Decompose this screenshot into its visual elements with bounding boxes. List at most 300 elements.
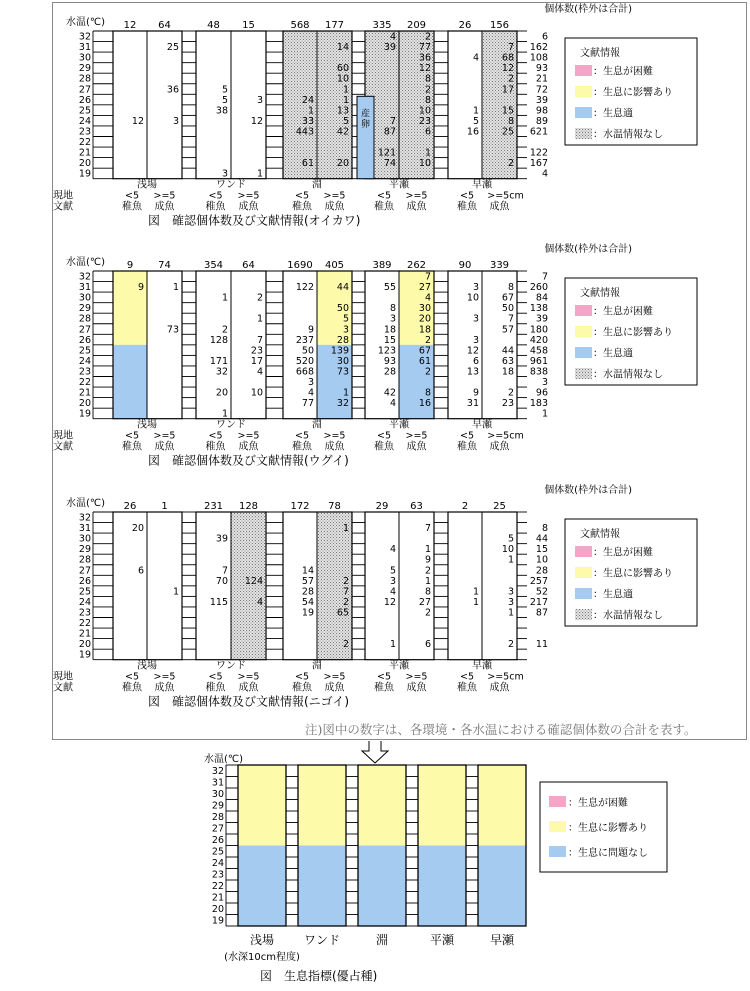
cell-value: 443 <box>295 126 314 138</box>
row-total: 15 <box>535 544 548 556</box>
size-label: >=5 <box>323 190 346 202</box>
size-label: <5 <box>376 190 392 202</box>
cell-value: 14 <box>336 42 349 54</box>
temp-tick: 24 <box>78 355 91 367</box>
cell-value: 123 <box>377 345 396 357</box>
row-label-bunken: 文献 <box>53 441 73 453</box>
cell-value: 67 <box>418 345 431 357</box>
cell-value: 42 <box>383 387 396 399</box>
habitat-label: 平瀬 <box>429 933 455 947</box>
row-total: 6 <box>541 31 548 43</box>
column-total: 90 <box>458 260 472 271</box>
zone-suitable <box>113 345 147 419</box>
habitat-label: 浅場 <box>137 179 157 191</box>
cell-value: 4 <box>389 31 396 43</box>
cell-value: 520 <box>295 355 314 367</box>
cell-value: 7 <box>424 523 431 535</box>
temp-tick: 19 <box>211 915 224 927</box>
zone-affected <box>358 765 406 846</box>
row-total: 621 <box>529 126 548 138</box>
habitat-label: 淵 <box>375 933 389 947</box>
size-label: <5 <box>376 430 392 442</box>
size-label: >=5cm <box>487 190 524 202</box>
cell-value: 28 <box>383 366 396 378</box>
row-total: 28 <box>535 565 548 577</box>
row-total: 4 <box>541 168 548 180</box>
legend-label: ：水温情報なし <box>593 129 663 141</box>
row-total: 7 <box>541 271 548 283</box>
row-total: 52 <box>535 586 548 598</box>
class-label: 稚魚 <box>205 441 226 453</box>
cell-value: 77 <box>301 398 314 410</box>
size-label: >=5cm <box>487 430 524 442</box>
row-total: 84 <box>535 292 548 304</box>
temp-tick: 26 <box>78 575 91 587</box>
cell-value: 2 <box>221 324 228 336</box>
class-label: 成魚 <box>406 441 427 453</box>
summary-subnote: (水深10cm程度) <box>224 952 300 963</box>
column-total: 26 <box>458 20 472 31</box>
temp-tick: 26 <box>78 334 91 346</box>
cell-value: 93 <box>383 355 396 367</box>
class-label: 稚魚 <box>457 682 477 694</box>
cell-value: 3 <box>342 324 349 336</box>
legend-swatch <box>575 546 592 557</box>
temp-tick: 20 <box>78 639 91 651</box>
size-label: <5 <box>294 671 310 683</box>
cell-value: 55 <box>383 282 396 294</box>
cell-value: 1 <box>172 586 179 598</box>
class-label: 稚魚 <box>122 441 142 453</box>
cell-value: 12 <box>383 596 396 608</box>
cell-value: 4 <box>256 366 263 378</box>
row-label-bunken: 文献 <box>53 201 73 213</box>
species-chart-1 <box>53 2 697 228</box>
cell-value: 33 <box>301 115 314 127</box>
cell-value: 25 <box>166 42 179 54</box>
cell-value: 18 <box>418 324 431 336</box>
temp-tick: 29 <box>211 800 224 812</box>
column-total: 335 <box>372 20 392 31</box>
cell-value: 3 <box>389 313 396 325</box>
cell-value: 15 <box>383 334 396 346</box>
zone-affected <box>238 765 286 846</box>
cell-value: 20 <box>215 387 228 399</box>
size-label: >=5 <box>153 430 176 442</box>
cell-value: 6 <box>424 126 431 138</box>
row-total: 72 <box>535 84 548 96</box>
cell-value: 68 <box>501 52 514 64</box>
class-label: 成魚 <box>154 201 175 213</box>
legend-label: ：生息に影響あり <box>593 87 673 99</box>
size-label: <5 <box>208 430 223 442</box>
class-label: 成魚 <box>238 201 259 213</box>
column-total: 354 <box>203 260 224 271</box>
temp-tick: 31 <box>78 523 91 535</box>
cell-value: 18 <box>383 324 396 336</box>
legend-swatch <box>549 821 566 832</box>
cell-value: 2 <box>342 596 349 608</box>
cell-value: 61 <box>418 355 431 367</box>
class-label: 稚魚 <box>292 201 312 213</box>
cell-value: 8 <box>507 115 514 127</box>
cell-value: 30 <box>418 303 431 315</box>
row-label-genchi: 現地 <box>53 430 73 442</box>
temp-tick: 25 <box>78 105 91 117</box>
row-label-bunken: 文献 <box>53 682 73 694</box>
legend-swatch <box>575 128 592 139</box>
cell-value: 1 <box>172 282 179 294</box>
cell-value: 27 <box>418 596 431 608</box>
cell-value: 3 <box>472 313 479 325</box>
cell-value: 2 <box>424 334 431 346</box>
cell-value: 5 <box>342 115 349 127</box>
temp-tick: 32 <box>211 766 224 777</box>
row-total: 96 <box>535 387 548 399</box>
cell-value: 10 <box>418 105 431 117</box>
temp-axis-label: 水温(℃) <box>66 257 106 268</box>
cell-value: 70 <box>215 575 228 587</box>
cell-value: 7 <box>507 42 514 54</box>
cell-value: 24 <box>301 94 314 106</box>
temp-tick: 21 <box>211 892 224 904</box>
cell-value: 4 <box>389 398 396 410</box>
cell-value: 1 <box>256 313 263 325</box>
legend-label: ：水温情報なし <box>593 369 663 381</box>
habitat-label: 浅場 <box>137 660 157 672</box>
temp-tick: 29 <box>78 544 91 556</box>
cell-value: 67 <box>501 292 514 304</box>
cell-value: 7 <box>342 586 349 598</box>
legend-label: ：生息適 <box>593 348 633 360</box>
cell-value: 4 <box>472 52 479 64</box>
cell-value: 7 <box>256 334 263 346</box>
cell-value: 7 <box>424 271 431 283</box>
temp-tick: 29 <box>78 303 91 315</box>
column-total: 262 <box>406 260 427 271</box>
size-label: >=5 <box>237 190 260 202</box>
zone-affected <box>418 765 466 846</box>
size-label: >=5 <box>323 671 346 683</box>
cell-value: 4 <box>389 586 396 598</box>
zone-suitable <box>478 846 526 927</box>
legend-label: ：生息適 <box>593 589 633 601</box>
column-total: 128 <box>238 501 259 512</box>
cell-value: 2 <box>424 31 431 43</box>
cell-value: 7 <box>507 313 514 325</box>
cell-value: 128 <box>209 334 228 346</box>
row-total: 260 <box>529 282 548 294</box>
legend-label: ：生息に影響あり <box>593 568 673 580</box>
cell-value: 36 <box>418 52 431 64</box>
size-label: >=5 <box>405 671 428 683</box>
cell-value: 121 <box>377 147 396 159</box>
cell-value: 2 <box>256 292 263 304</box>
habitat-label: 淵 <box>312 179 322 191</box>
spawning-char: 産 <box>360 109 371 120</box>
legend-label: ：生息が困難 <box>568 798 628 809</box>
summary-chart <box>204 752 667 983</box>
cell-value: 27 <box>418 282 431 294</box>
row-label-genchi: 現地 <box>53 671 73 683</box>
cell-value: 74 <box>383 158 396 170</box>
class-label: 成魚 <box>324 441 345 453</box>
cell-value: 50 <box>301 345 314 357</box>
column-total: 29 <box>375 501 389 512</box>
cell-value: 77 <box>418 42 431 54</box>
legend-title: 文献情報 <box>580 529 620 540</box>
class-label: 成魚 <box>238 441 259 453</box>
class-label: 成魚 <box>238 682 259 694</box>
cell-value: 5 <box>389 565 396 577</box>
size-label: <5 <box>124 430 140 442</box>
cell-value: 9 <box>137 282 144 294</box>
temp-tick: 22 <box>78 137 91 148</box>
row-total: 10 <box>535 554 548 566</box>
cell-value: 1 <box>307 105 314 117</box>
temp-tick: 32 <box>78 271 91 283</box>
cell-value: 32 <box>215 366 228 378</box>
cell-value: 4 <box>424 292 431 304</box>
row-total: 1 <box>541 408 548 420</box>
temp-tick: 21 <box>78 387 91 399</box>
cell-value: 5 <box>472 115 479 127</box>
habitat-label: 早瀬 <box>472 179 492 191</box>
temp-tick: 23 <box>78 126 91 138</box>
column-total: 568 <box>290 20 310 31</box>
temp-tick: 30 <box>78 292 91 304</box>
cell-value: 16 <box>418 398 431 410</box>
cell-value: 6 <box>424 639 431 651</box>
class-label: 稚魚 <box>374 201 394 213</box>
temp-tick: 26 <box>211 835 224 846</box>
habitat-label: 平瀬 <box>389 660 409 672</box>
cell-value: 5 <box>507 533 514 545</box>
column-total: 64 <box>242 260 255 271</box>
column-total: 339 <box>489 260 510 271</box>
legend-swatch <box>575 326 592 337</box>
cell-value: 10 <box>501 544 514 556</box>
cell-value: 63 <box>501 355 514 367</box>
habitat-label: ワンド <box>216 419 246 431</box>
row-total: 39 <box>535 313 548 325</box>
cell-value: 7 <box>221 565 228 577</box>
class-label: 成魚 <box>489 441 510 453</box>
class-label: 成魚 <box>154 441 175 453</box>
temp-tick: 28 <box>78 73 91 85</box>
cell-value: 1 <box>507 607 514 619</box>
legend-label: ：生息に問題なし <box>568 848 648 859</box>
cell-value: 16 <box>466 126 479 138</box>
column-bg <box>147 31 182 179</box>
column-total: 209 <box>406 20 427 31</box>
legend-swatch <box>575 347 592 358</box>
zone-suitable <box>418 846 466 927</box>
habitat-label: ワンド <box>216 179 246 191</box>
temp-tick: 32 <box>78 512 91 524</box>
cell-value: 1 <box>472 105 479 117</box>
class-label: 稚魚 <box>374 682 394 694</box>
cell-value: 60 <box>336 63 349 75</box>
row-total: 93 <box>535 63 548 75</box>
temp-tick: 22 <box>211 881 224 892</box>
temp-tick: 20 <box>78 398 91 410</box>
zone-affected <box>478 765 526 846</box>
cell-value: 10 <box>250 387 263 399</box>
column-bg <box>147 271 182 419</box>
cell-value: 1 <box>389 639 396 651</box>
temp-tick: 25 <box>78 345 91 357</box>
row-total: 217 <box>529 596 548 608</box>
cell-value: 8 <box>424 387 431 399</box>
class-label: 稚魚 <box>122 682 142 694</box>
cell-value: 28 <box>301 586 314 598</box>
temp-tick: 24 <box>78 596 91 608</box>
temp-tick: 23 <box>78 366 91 378</box>
size-label: <5 <box>459 190 475 202</box>
temp-tick: 21 <box>78 628 91 640</box>
cell-value: 2 <box>507 387 514 399</box>
cell-value: 30 <box>336 355 349 367</box>
temp-tick: 30 <box>211 789 224 800</box>
species-chart-3 <box>53 483 697 709</box>
temp-tick: 29 <box>78 63 91 75</box>
size-label: >=5 <box>153 671 176 683</box>
cell-value: 2 <box>507 73 514 85</box>
size-label: <5 <box>124 190 140 202</box>
cell-value: 1 <box>342 387 349 399</box>
legend-label: ：生息が困難 <box>593 306 653 318</box>
cell-value: 5 <box>221 84 228 96</box>
cell-value: 3 <box>472 282 479 294</box>
temp-tick: 31 <box>78 282 91 294</box>
cell-value: 20 <box>131 523 144 535</box>
cell-value: 65 <box>336 607 349 619</box>
size-label: >=5 <box>405 430 428 442</box>
cell-value: 23 <box>501 398 514 410</box>
cell-value: 3 <box>256 94 263 106</box>
temp-tick: 32 <box>78 31 91 43</box>
habitat-label: 浅場 <box>249 933 275 947</box>
temp-tick: 28 <box>211 812 224 823</box>
cell-value: 3 <box>507 586 514 598</box>
cell-value: 57 <box>501 324 514 336</box>
cell-value: 3 <box>389 575 396 587</box>
cell-value: 668 <box>295 366 314 378</box>
chart-title: 図 確認個体数及び文献情報(ニゴイ) <box>148 694 350 709</box>
temp-tick: 24 <box>78 115 91 127</box>
cell-value: 39 <box>383 42 396 54</box>
row-total: 183 <box>529 398 548 410</box>
cell-value: 4 <box>389 544 396 556</box>
cell-value: 10 <box>466 292 479 304</box>
count-label: 個体数(枠外は合計) <box>544 244 632 255</box>
temp-tick: 27 <box>78 84 91 96</box>
legend-swatch <box>575 567 592 578</box>
size-label: <5 <box>124 671 140 683</box>
chart-title: 図 確認個体数及び文献情報(ウグイ) <box>148 453 349 468</box>
zone-suitable <box>298 846 346 927</box>
column-total: 25 <box>493 501 506 512</box>
temp-tick: 31 <box>211 777 224 789</box>
column-total: 74 <box>158 260 171 271</box>
legend-label: ：生息に影響あり <box>593 327 673 339</box>
cell-value: 139 <box>330 345 349 357</box>
cell-value: 20 <box>418 313 431 325</box>
cell-value: 3 <box>507 596 514 608</box>
row-total: 162 <box>529 42 548 54</box>
temp-tick: 30 <box>78 52 91 64</box>
cell-value: 36 <box>166 84 179 96</box>
legend-swatch <box>575 305 592 316</box>
cell-value: 31 <box>466 398 479 410</box>
temp-tick: 26 <box>78 94 91 106</box>
legend-swatch <box>575 107 592 118</box>
row-total: 108 <box>529 52 548 64</box>
temp-tick: 28 <box>78 313 91 325</box>
zone-affected <box>298 765 346 846</box>
legend-title: 文献情報 <box>580 48 620 59</box>
class-label: 稚魚 <box>122 201 142 213</box>
cell-value: 73 <box>336 366 349 378</box>
habitat-label: 早瀬 <box>472 660 492 672</box>
class-label: 稚魚 <box>292 441 312 453</box>
cell-value: 1 <box>342 523 349 535</box>
temp-tick: 20 <box>78 158 91 170</box>
row-total: 89 <box>535 115 548 127</box>
row-total: 44 <box>535 533 548 545</box>
row-total: 11 <box>535 639 548 651</box>
count-label: 個体数(枠外は合計) <box>544 485 632 496</box>
temp-tick: 23 <box>78 607 91 619</box>
cell-value: 73 <box>166 324 179 336</box>
column-total: 26 <box>123 501 137 512</box>
column-total: 172 <box>290 501 310 512</box>
habitat-label: ワンド <box>216 660 246 672</box>
cell-value: 1 <box>424 544 431 556</box>
size-label: <5 <box>459 671 475 683</box>
legend-title: 文献情報 <box>580 288 620 299</box>
temp-tick: 19 <box>78 408 91 420</box>
cell-value: 171 <box>209 355 228 367</box>
cell-value: 2 <box>424 366 431 378</box>
class-label: 成魚 <box>154 682 175 694</box>
size-label: <5 <box>376 671 392 683</box>
habitat-label: 早瀬 <box>472 419 492 431</box>
cell-value: 5 <box>221 94 228 106</box>
cell-value: 25 <box>501 126 514 138</box>
temp-tick: 19 <box>78 649 91 661</box>
chart-title: 図 確認個体数及び文献情報(オイカワ) <box>148 213 361 228</box>
column-total: 389 <box>372 260 392 271</box>
row-total: 138 <box>529 303 548 315</box>
size-label: <5 <box>208 190 223 202</box>
cell-value: 2 <box>507 639 514 651</box>
class-label: 成魚 <box>406 682 427 694</box>
legend-label: ：生息が困難 <box>593 66 653 78</box>
size-label: >=5 <box>153 190 176 202</box>
size-label: <5 <box>294 430 310 442</box>
cell-value: 4 <box>307 387 314 399</box>
legend-swatch <box>575 86 592 97</box>
habitat-label: 浅場 <box>137 419 157 431</box>
cell-value: 10 <box>418 158 431 170</box>
cell-value: 5 <box>342 313 349 325</box>
class-label: 稚魚 <box>457 201 477 213</box>
figure-note: 注)図中の数字は、各環境・各水温における確認個体数の合計を表す。 <box>305 722 697 737</box>
cell-value: 8 <box>507 282 514 294</box>
spawning-char: 卵 <box>360 119 371 130</box>
